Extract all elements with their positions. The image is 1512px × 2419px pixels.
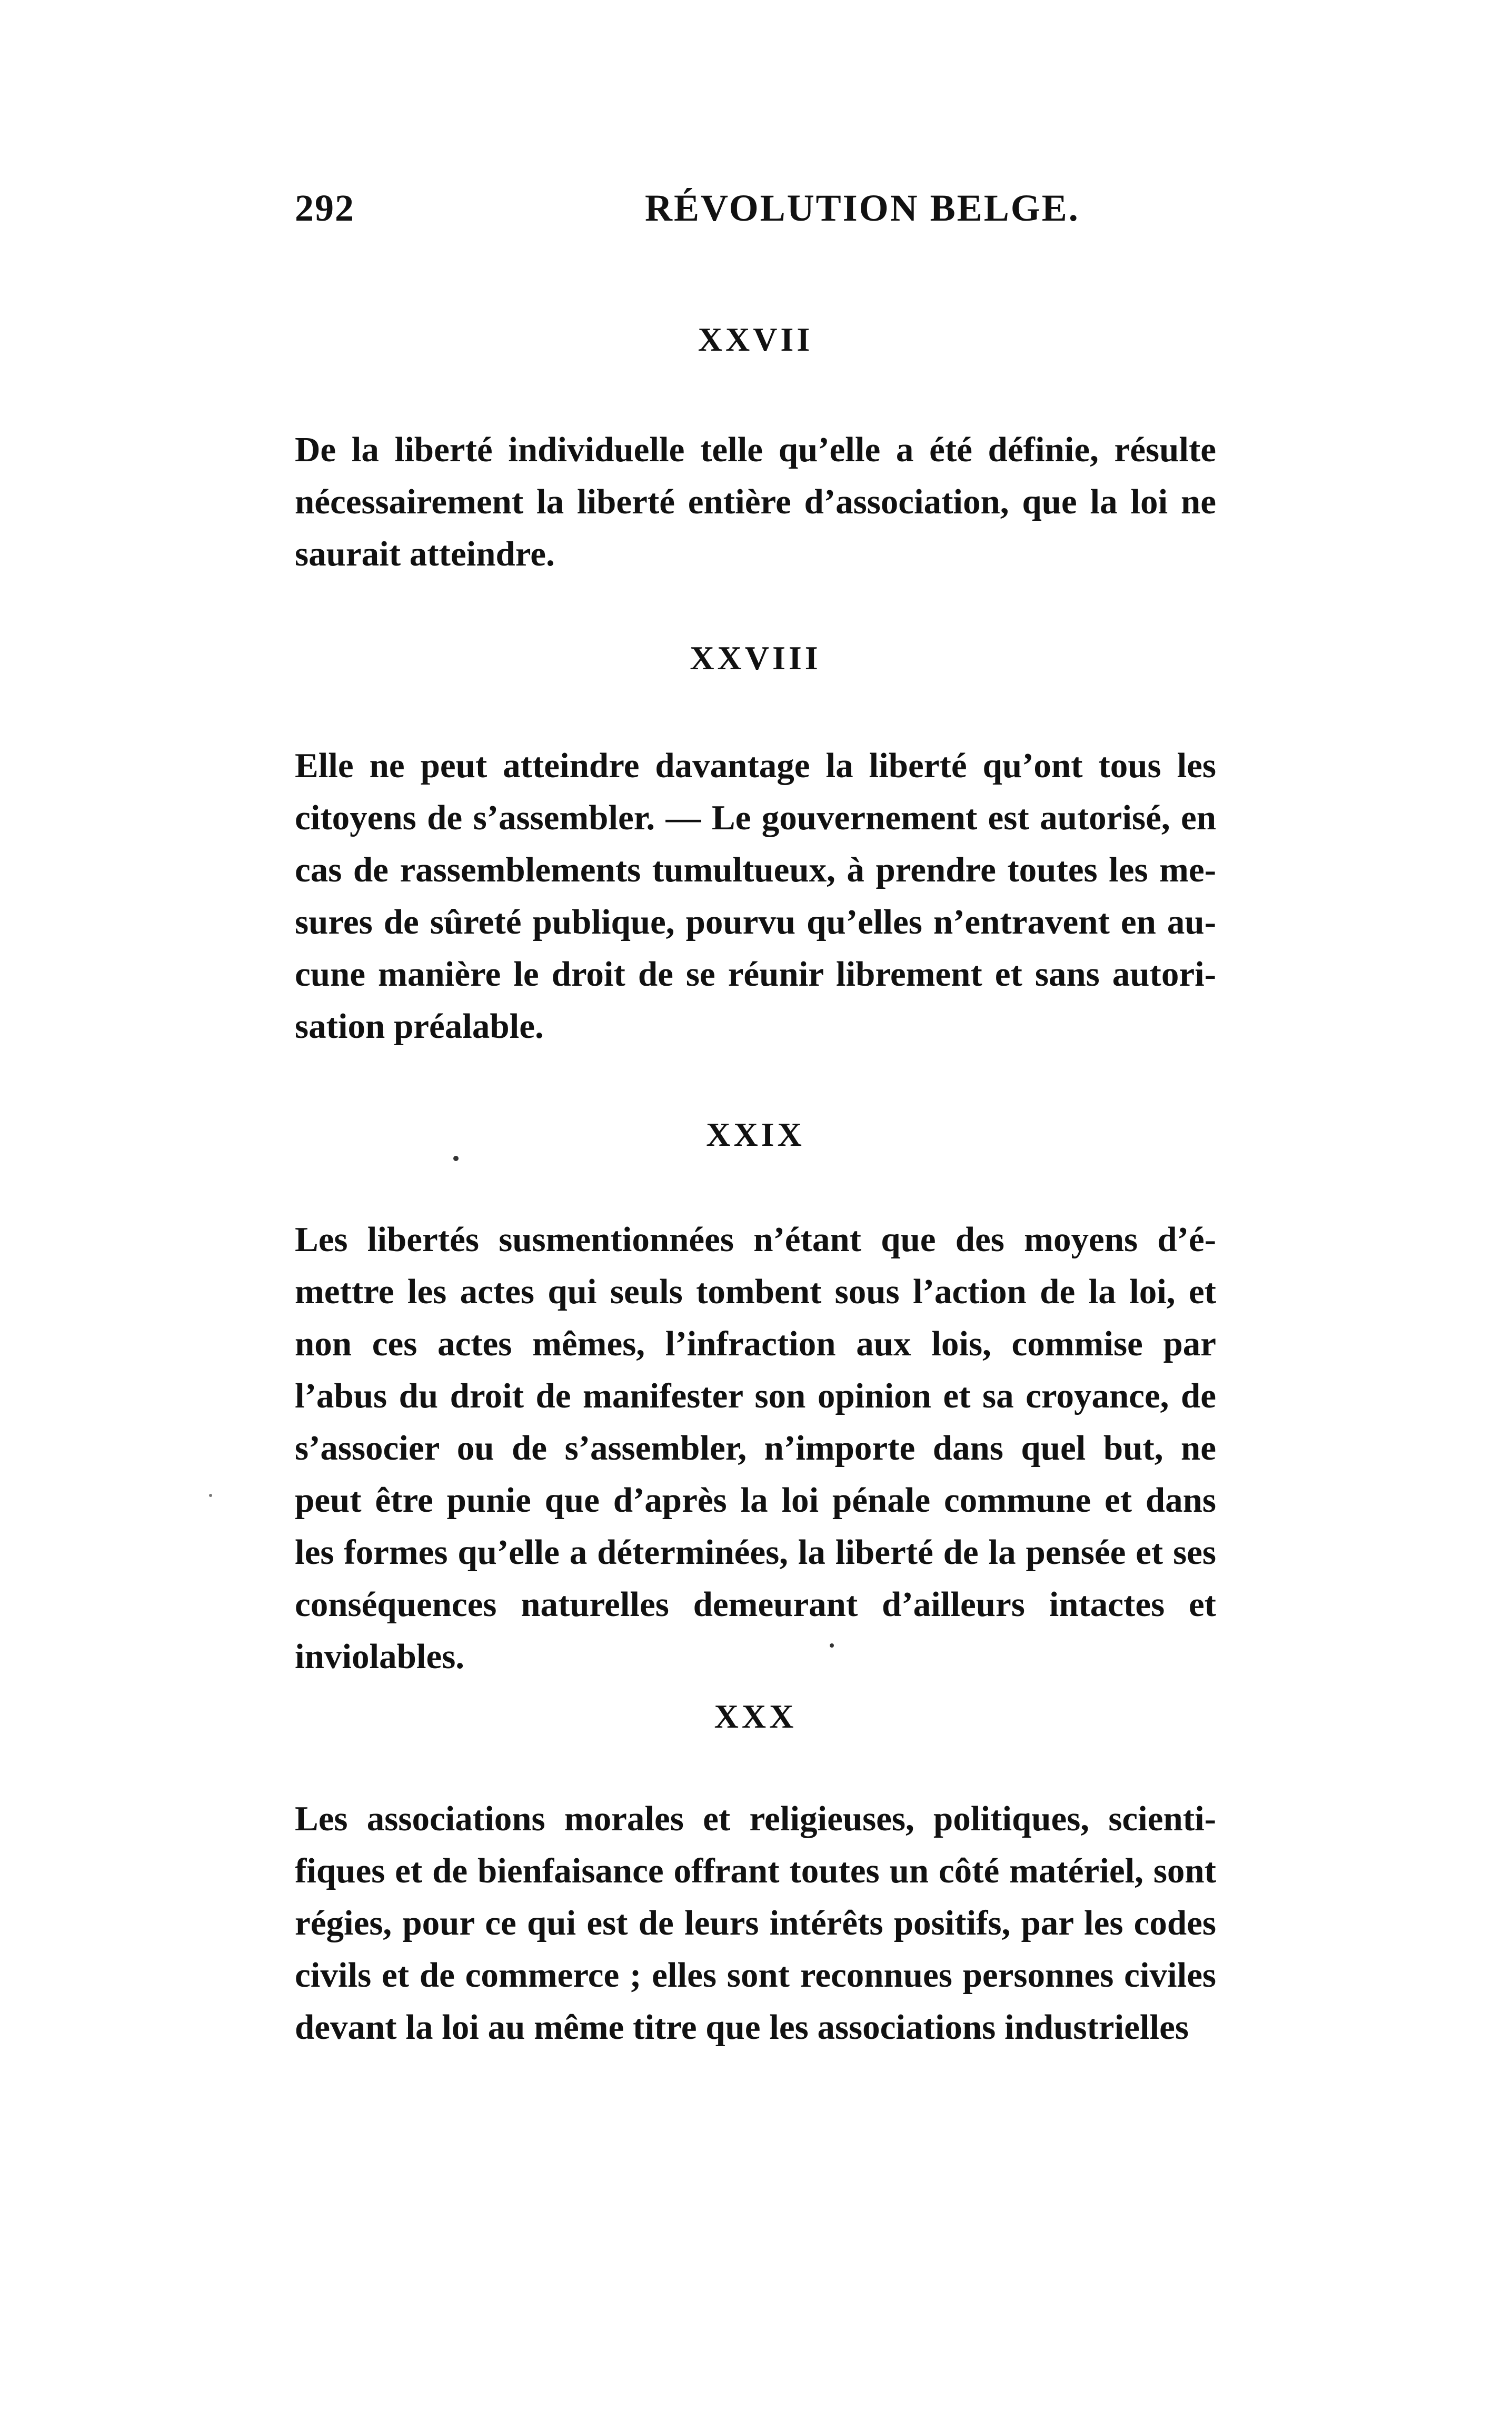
section-text-xxviii: Elle ne peut atteindre davantage la liberté qu’ont tous les citoyens de s’assembler. — Le gouvernement est autorisé, en cas de rassemblements tumultueux, à prendre toutes les mesures de sûreté publique, pourvu qu’elles n’entravent en aucune manière le droit de se réunir librement et sans autorisation préalable.: [295, 746, 1216, 1046]
ink-speck: [209, 1494, 212, 1497]
section-heading-xxviii: XXVIII: [690, 639, 821, 677]
running-head: [295, 179, 1216, 237]
section-heading-xxvii: XXVII: [698, 321, 813, 358]
section-text-xxx: Les associations morales et religieuses, politiques, scientifiques et de bienfaisance offrant toutes un côté matériel, sont régies, pour ce qui est de leurs intérêts positifs, par les codes civils et de commerce ; elles sont reconnues personnes civiles devant la loi au même titre que les associations industrielles: [295, 1799, 1216, 2047]
running-title: RÉVOLUTION BELGE.: [645, 187, 1080, 229]
section-heading-xxix: XXIX: [706, 1116, 805, 1153]
section-text-xxix: Les libertés susmentionnées n’étant que des moyens d’émettre les actes qui seuls tombent sous l’action de la loi, et non ces actes mêmes, l’infraction aux lois, commise par l’abus du droit de manifester son opinion et sa croyance, de s’associer ou de s’assembler, n’importe dans quel but, ne peut être punie que d’après la loi pénale commune et dans les formes qu’elle a déterminées, la liberté de la pensée et ses conséquences naturelles demeurant d’ailleurs intactes et inviolables.: [295, 1220, 1216, 1676]
section-heading-xxx: XXX: [714, 1698, 797, 1735]
page-number: 292: [295, 187, 355, 229]
section-text-xxvii: De la liberté individuelle telle qu’elle a été définie, résulte nécessairement la liberté entière d’association, que la loi ne saurait atteindre.: [295, 430, 1216, 573]
